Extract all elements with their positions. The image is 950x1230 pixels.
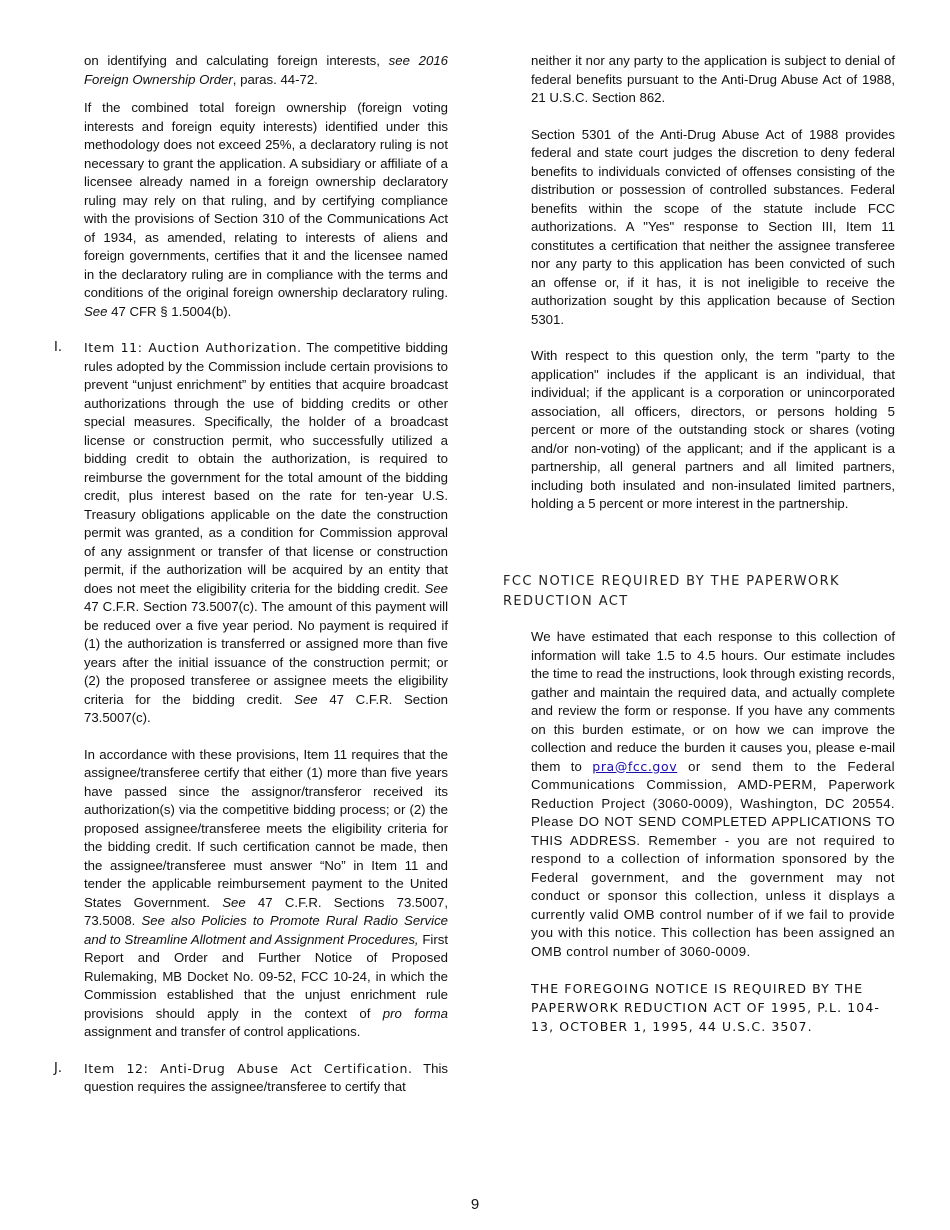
declaratory-ruling-paragraph: If the combined total foreign ownership (foreign voting interests and foreign equity interests) identified under this methodology does not exceed 25%, a declaratory ruling is not necessary to grant the application. A subsidiary or affiliate of a licensee already named in a foreign ownership declaratory ruling may rely on that ruling, and by certifying compliance with the provisions of Section 310 of the Communications Act of 1934, as amended, relating to interests of aliens and foreign governments, certifies that it and the licensee named in the declaratory ruling are in compliance with the terms and conditions of the original foreign ownership declaratory ruling. See 47 CFR § 1.5004(b). [84,100,448,319]
burden-estimate-paragraph: We have estimated that each response to this collection of information will take 1.5 to 4.5 hours. Our estimate includes the time to read the instructions, look through existing records, gather and maintain the required data, and actually complete and review the form or response. If you have any comments on this burden estimate, or on how we can improve the collection and reduce the burden it causes you, please e-mail them to pra@fcc.gov or send them to the Federal Communications Commission, AMD-PERM, Paperwork Reduction Project (3060-0009), Washington, DC 20554. Please DO NOT SEND COMPLETED APPLICATIONS TO THIS ADDRESS. Remember - you are not required to respond to a collection of information sponsored by the Federal government, and the government may not conduct or sponsor this collection, unless it displays a currently valid OMB control number of if we fail to provide you with this notice. This collection has been assigned an OMB control number of 3060-0009. [531,629,895,959]
paperwork-notice [531,628,895,1046]
foreign-ownership-order-ref: see 2016 Foreign Ownership Order [84,53,448,87]
item-11-heading: Item 11: Auction Authorization. [84,340,302,355]
pra-email-link[interactable]: pra@fcc.gov [592,758,678,774]
foregoing-notice: THE FOREGOING NOTICE IS REQUIRED BY THE PAPERWORK REDUCTION ACT OF 1995, P.L. 104-13, OCTOBER 1, 1995, 44 U.S.C. 3507. [531,981,881,1034]
item-j-marker: J. [54,1060,62,1076]
item-i [54,339,448,1042]
item-j [54,1060,448,1097]
item-11-paragraph: Item 11: Auction Authorization. The competitive bidding rules adopted by the Commission include certain provisions to prevent “unjust enrichment” by entities that acquire broadcast authorizations through the use of bidding credits or other special measures. Specifically, the holder of a broadcast license or construction permit, who successfully utilized a bidding credit to obtain the authorization, is required to reimburse the government for the total amount of the bidding credit, plus interest based on the rate for ten-year U.S. Treasury obligations applicable on the date the construction permit was granted, as a condition for Commission approval of any assignment or transfer of that license or construction permit, if the authorization will be acquired by an entity that does not meet the eligibility criteria for the bidding credit. See 47 C.F.R. Section 73.5007(c). The amount of this payment will be reduced over a five year period. No payment is required if (1) the authorization is transferred or assigned more than five years after the initial issuance of the construction permit; or (2) the proposed transferee or assignee meets the eligibility criteria for the bidding credit. See 47 C.F.R. Section 73.5007(c). [84,340,448,725]
item-11-provisions-paragraph: In accordance with these provisions, Item 11 requires that the assignee/transferee certify that either (1) more than five years have passed since the assignor/transferor received its authorization(s) via the competitive bidding process; or (2) the proposed assignee/transferee meets the eligibility criteria for the bidding credit. If such certification cannot be made, then the assignee/transferee must answer “No” in Item 11 and tender the applicable reimbursement payment to the United States Government. See 47 C.F.R. Sections 73.5007, 73.5008. See also Policies to Promote Rural Radio Service and to Streamline Allotment and Assignment Procedures, First Report and Order and Further Notice of Proposed Rulemaking, MB Docket No. 09-52, FCC 10-24, in which the Commission established that the unjust enrichment rule provisions should apply in the context of pro forma assignment and transfer of control applications. [84,746,448,1039]
left-column [54,52,448,1107]
item-12-heading: Item 12: Anti-Drug Abuse Act Certification. [84,1060,413,1076]
paperwork-notice-heading: FCC NOTICE REQUIRED BY THE PAPERWORK REDUCTION ACT [503,574,840,609]
item-12-paragraph: Item 12: Anti-Drug Abuse Act Certification. This question requires the assignee/transferee to certify that [84,1060,448,1094]
section-5301-paragraph: Section 5301 of the Anti-Drug Abuse Act of 1988 provides federal and state court judges the discretion to deny federal benefits to individuals convicted of offenses consisting of the distribution or possession of controlled substances. Federal benefits within the scope of the statute include FCC authorizations. A "Yes" response to Section III, Item 11 constitutes a certification that neither the assignee transferee nor any party to this application has been convicted of such an offense or, if it has, it is not ineligible to receive the authorization sought by this application because of Section 5301. [531,126,895,327]
anti-drug-continuation-paragraph: neither it nor any party to the application is subject to denial of federal benefits pursuant to the Anti-Drug Abuse Act of 1988, 21 U.S.C. Section 862. [531,53,895,105]
foreign-interests-paragraph: on identifying and calculating foreign interests, see 2016 Foreign Ownership Order, paras. 44-72. [84,53,448,87]
page-number: 9 [470,1196,480,1213]
right-column [531,52,895,524]
party-definition-paragraph: With respect to this question only, the term "party to the application" includes if the applicant is an individual, that individual; if the applicant is a corporation or unincorporated association, all officers, directors, or persons holding 5 percent or more of the outstanding stock or shares (voting and/or non-voting) of the applicant; and if the applicant is a partnership, all general partners and all limited partners, including both insulated and non-insulated limited partners, holding a 5 percent or more interest in the partnership. [531,348,895,511]
item-i-marker: I. [54,340,62,355]
